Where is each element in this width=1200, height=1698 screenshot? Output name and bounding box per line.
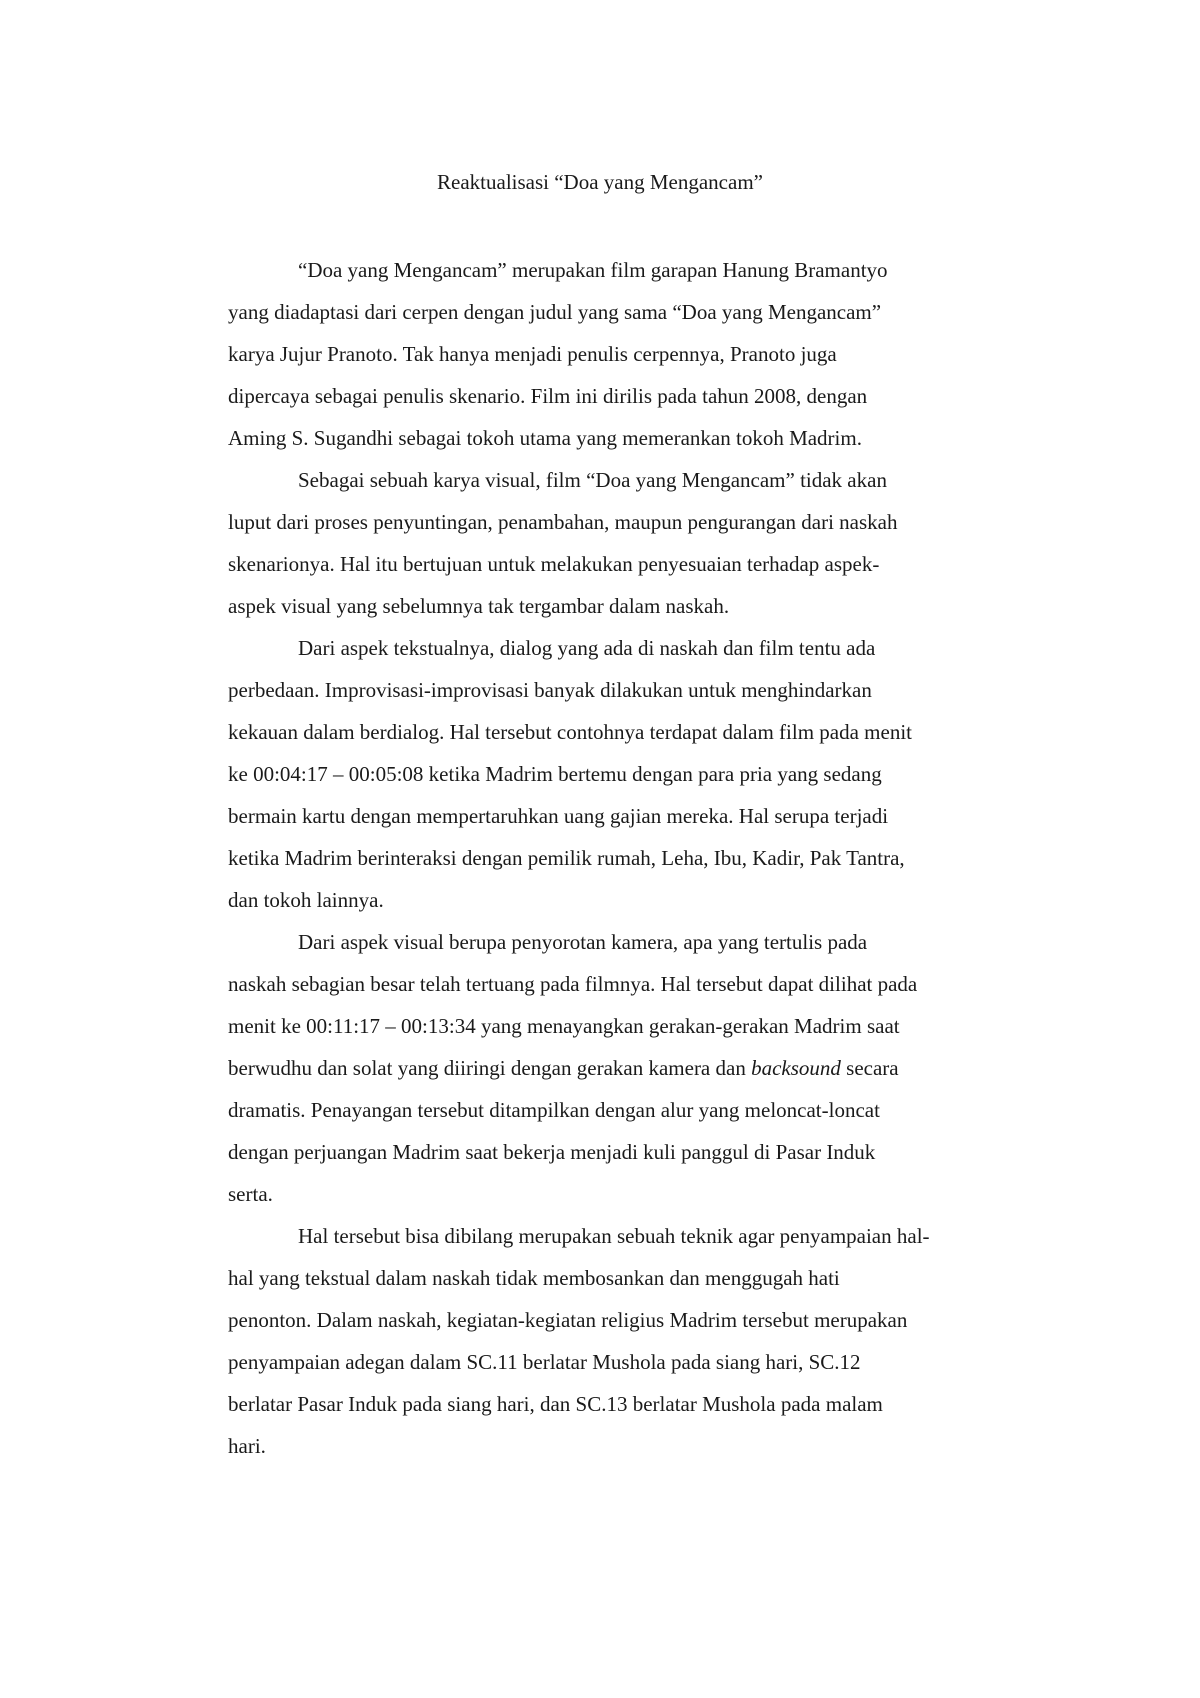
text-line: dan tokoh lainnya. (228, 888, 384, 912)
document-title: Reaktualisasi “Doa yang Mengancam” (437, 170, 763, 194)
text-line: luput dari proses penyuntingan, penambahan, maupun pengurangan dari naskah (228, 510, 898, 534)
text-segment: berwudhu dan solat yang diiringi dengan gerakan kamera dan (228, 1056, 752, 1080)
text-line: yang diadaptasi dari cerpen dengan judul yang sama “Doa yang Mengancam” (228, 300, 882, 324)
text-segment: secara (840, 1056, 899, 1080)
text-line: dramatis. Penayangan tersebut ditampilkan dengan alur yang meloncat-loncat (228, 1098, 880, 1122)
text-line: dipercaya sebagai penulis skenario. Film ini dirilis pada tahun 2008, dengan (228, 384, 868, 408)
text-line: berlatar Pasar Induk pada siang hari, dan SC.13 berlatar Mushola pada malam (228, 1392, 883, 1416)
text-line: perbedaan. Improvisasi-improvisasi banyak dilakukan untuk menghindarkan (228, 678, 872, 702)
text-line: “Doa yang Mengancam” merupakan film garapan Hanung Bramantyo (298, 258, 888, 282)
text-line: penyampaian adegan dalam SC.11 berlatar Mushola pada siang hari, SC.12 (228, 1350, 861, 1374)
text-line: hal yang tekstual dalam naskah tidak membosankan dan menggugah hati (228, 1266, 840, 1290)
text-line: kekauan dalam berdialog. Hal tersebut contohnya terdapat dalam film pada menit (228, 720, 912, 744)
text-line: Dari aspek tekstualnya, dialog yang ada di naskah dan film tentu ada (298, 636, 876, 660)
paragraph-4 (228, 921, 1033, 1215)
text-line: aspek visual yang sebelumnya tak tergambar dalam naskah. (228, 594, 730, 618)
text-line: serta. (228, 1182, 273, 1206)
text-line: menit ke 00:11:17 – 00:13:34 yang menayangkan gerakan-gerakan Madrim saat (228, 1014, 900, 1038)
paragraph-1 (228, 249, 1033, 459)
paragraph-2 (228, 459, 1033, 627)
document-body (228, 249, 1033, 1467)
text-line: naskah sebagian besar telah tertuang pada filmnya. Hal tersebut dapat dilihat pada (228, 972, 918, 996)
text-line: Aming S. Sugandhi sebagai tokoh utama yang memerankan tokoh Madrim. (228, 426, 862, 450)
paragraph-3 (228, 627, 1033, 921)
text-line: penonton. Dalam naskah, kegiatan-kegiatan religius Madrim tersebut merupakan (228, 1308, 908, 1332)
text-line: dengan perjuangan Madrim saat bekerja menjadi kuli panggul di Pasar Induk (228, 1140, 876, 1164)
text-line: Dari aspek visual berupa penyorotan kamera, apa yang tertulis pada (298, 930, 868, 954)
paragraph-5 (228, 1215, 1033, 1467)
text-line: karya Jujur Pranoto. Tak hanya menjadi penulis cerpennya, Pranoto juga (228, 342, 837, 366)
text-line: Hal tersebut bisa dibilang merupakan sebuah teknik agar penyampaian hal- (298, 1224, 930, 1248)
text-line: ketika Madrim berinteraksi dengan pemilik rumah, Leha, Ibu, Kadir, Pak Tantra, (228, 846, 905, 870)
text-line-with-italic (228, 1047, 1033, 1089)
text-line: ke 00:04:17 – 00:05:08 ketika Madrim bertemu dengan para pria yang sedang (228, 762, 882, 786)
text-line: bermain kartu dengan mempertaruhkan uang gajian mereka. Hal serupa terjadi (228, 804, 889, 828)
text-line: Sebagai sebuah karya visual, film “Doa yang Mengancam” tidak akan (298, 468, 887, 492)
text-line: skenarionya. Hal itu bertujuan untuk melakukan penyesuaian terhadap aspek- (228, 552, 880, 576)
text-line: hari. (228, 1434, 266, 1458)
italic-term: backsound (751, 1056, 841, 1080)
